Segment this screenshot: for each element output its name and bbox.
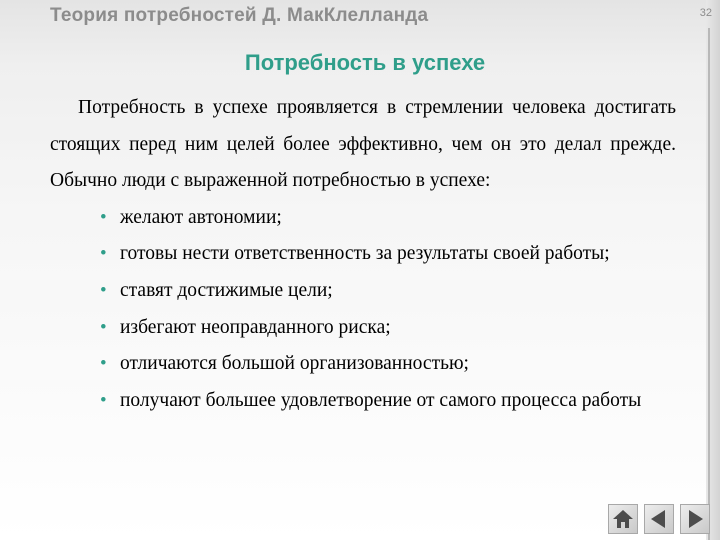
home-icon xyxy=(609,505,637,533)
bullet-text: отличаются большой организованностью; xyxy=(120,353,469,375)
slide-content xyxy=(50,90,676,419)
intro-paragraph: Потребность в успехе проявляется в стремлении человека достигать стоящих перед ним целей более эффективно, чем он это делал прежде. Обычно люди с выраженной потребностью в успехе: xyxy=(50,97,676,192)
next-icon xyxy=(681,505,709,533)
bullet-icon: • xyxy=(100,206,107,228)
next-slide-button[interactable] xyxy=(680,504,710,534)
list-item xyxy=(100,346,676,383)
right-divider-line xyxy=(708,28,710,540)
bullet-icon: • xyxy=(100,316,107,338)
bullet-icon: • xyxy=(100,389,107,411)
list-item xyxy=(100,236,676,273)
list-item xyxy=(100,273,676,310)
bullet-text: желают автономии; xyxy=(120,206,282,228)
bullet-list xyxy=(50,200,676,420)
previous-slide-button[interactable] xyxy=(644,504,674,534)
header-title: Теория потребностей Д. МакКлелланда xyxy=(50,5,429,26)
list-item xyxy=(100,310,676,347)
list-item xyxy=(100,200,676,237)
bullet-text: готовы нести ответственность за результаты своей работы; xyxy=(120,243,610,265)
bullet-icon: • xyxy=(100,243,107,265)
home-button[interactable] xyxy=(608,504,638,534)
slide-title: Потребность в успехе xyxy=(244,50,486,75)
slide-number: 32 xyxy=(699,7,712,19)
bullet-icon: • xyxy=(100,279,107,301)
bullet-icon: • xyxy=(100,353,107,375)
bullet-text: избегают неоправданного риска; xyxy=(120,316,391,338)
bullet-text: получают большее удовлетворение от самого процесса работы xyxy=(120,389,642,411)
list-item xyxy=(100,383,676,420)
previous-icon xyxy=(645,505,673,533)
bullet-text: ставят достижимые цели; xyxy=(120,279,333,301)
